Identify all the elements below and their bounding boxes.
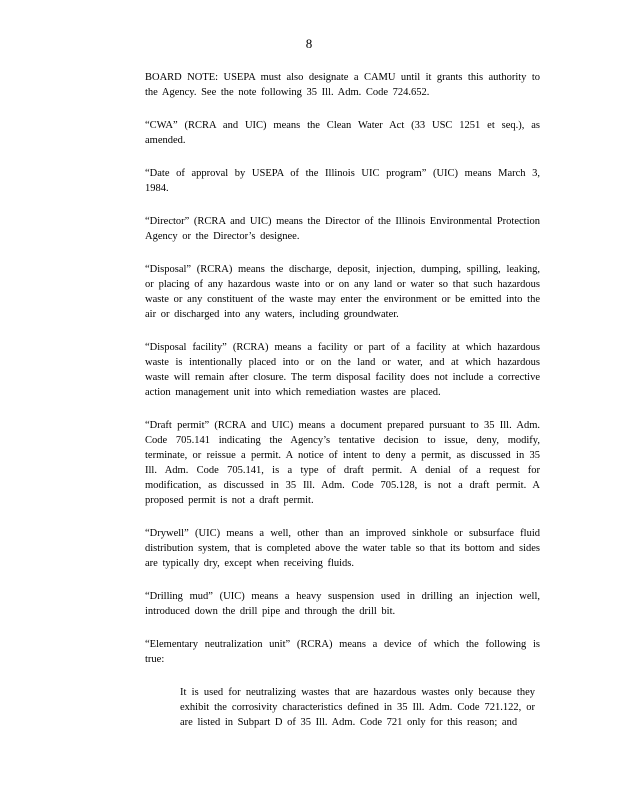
definition-date-of-approval: “Date of approval by USEPA of the Illinois UIC program” (UIC) means March 3, 1984. <box>145 168 540 194</box>
page-number: 8 <box>305 36 313 51</box>
board-note-camu: BOARD NOTE: USEPA must also designate a CAMU until it grants this authority to the Agency. See the note following 35 Ill. Adm. Code 724.652. <box>145 72 540 98</box>
definition-drywell: “Drywell” (UIC) means a well, other than an improved sinkhole or subsurface fluid distribution system, that is completed above the water table so that its bottom and sides are typically dry, except when receiving fluids. <box>145 528 540 569</box>
definition-director: “Director” (RCRA and UIC) means the Director of the Illinois Environmental Protection Agency or the Director’s designee. <box>145 216 540 242</box>
definition-elementary-neutralization-unit: “Elementary neutralization unit” (RCRA) means a device of which the following is true: <box>145 639 540 665</box>
neutralization-criterion: It is used for neutralizing wastes that are hazardous wastes only because they exhibit the corrosivity characteristics defined in 35 Ill. Adm. Code 721.122, or are listed in Subpart D of 35 Ill. Adm. Code 721 only for this reason; and <box>180 687 535 728</box>
definition-draft-permit: “Draft permit” (RCRA and UIC) means a document prepared pursuant to 35 Ill. Adm. Code 705.141 indicating the Agency’s tentative decision to issue, deny, modify, terminate, or reissue a permit. A notice of intent to deny a permit, as discussed in 35 Ill. Adm. Code 705.141, is a type of draft permit. A denial of a request for modification, as discussed in 35 Ill. Adm. Code 705.128, is not a draft permit. A proposed permit is not a draft permit. <box>145 420 540 506</box>
definition-drilling-mud: “Drilling mud” (UIC) means a heavy suspension used in drilling an injection well, introduced down the drill pipe and through the drill bit. <box>145 591 540 617</box>
document-body <box>145 70 540 748</box>
definition-disposal: “Disposal” (RCRA) means the discharge, deposit, injection, dumping, spilling, leaking, or placing of any hazardous waste into or on any land or water so that such hazardous waste or any constituent of the waste may enter the environment or be emitted into the air or discharged into any waters, including groundwater. <box>145 264 540 320</box>
definition-disposal-facility: “Disposal facility” (RCRA) means a facility or part of a facility at which hazardous waste is intentionally placed into or on the land or water, and at which hazardous waste will remain after closure. The term disposal facility does not include a corrective action management unit into which remediation wastes are placed. <box>145 342 540 398</box>
definition-cwa: “CWA” (RCRA and UIC) means the Clean Water Act (33 USC 1251 et seq.), as amended. <box>145 120 540 146</box>
